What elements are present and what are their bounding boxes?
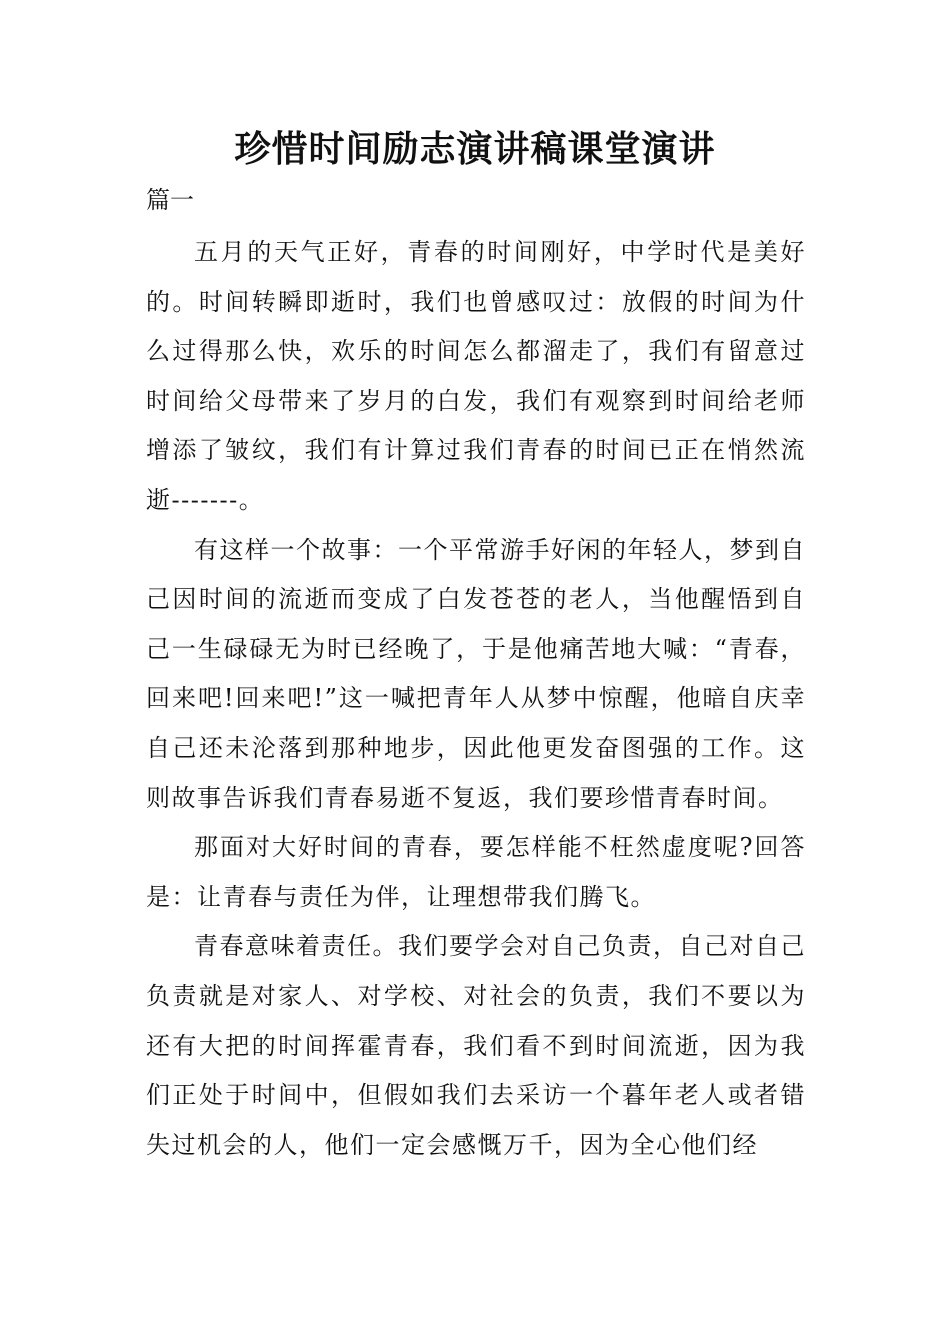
paragraph-2: 有这样一个故事：一个平常游手好闲的年轻人，梦到自己因时间的流逝而变成了白发苍苍的老人，当他醒悟到自己一生碌碌无为时已经晚了，于是他痛苦地大喊：“青春，回来吧!回来吧!”这一喊把青年人从梦中惊醒，他暗自庆幸自己还未沦落到那种地步，因此他更发奋图强的工作。这则故事告诉我们青春易逝不复返，我们要珍惜青春时间。 [146, 535, 806, 812]
section-label: 篇一 [146, 186, 194, 214]
paragraph-3: 那面对大好时间的青春，要怎样能不枉然虚度呢?回答是：让青春与责任为伴，让理想带我们腾飞。 [146, 833, 806, 911]
document-body [146, 228, 806, 1170]
document-title: 珍惜时间励志演讲稿课堂演讲 [234, 129, 716, 170]
paragraph-4: 青春意味着责任。我们要学会对自己负责，自己对自己负责就是对家人、对学校、对社会的负责，我们不要以为还有大把的时间挥霍青春，我们看不到时间流逝，因为我们正处于时间中，但假如我们去采访一个暮年老人或者错失过机会的人，他们一定会感慨万千，因为全心他们经 [146, 932, 806, 1159]
paragraph-1: 五月的天气正好，青春的时间刚好，中学时代是美好的。时间转瞬即逝时，我们也曾感叹过：放假的时间为什么过得那么快，欢乐的时间怎么都溜走了，我们有留意过时间给父母带来了岁月的白发，我们有观察到时间给老师增添了皱纹，我们有计算过我们青春的时间已正在悄然流逝-------。 [146, 238, 806, 514]
